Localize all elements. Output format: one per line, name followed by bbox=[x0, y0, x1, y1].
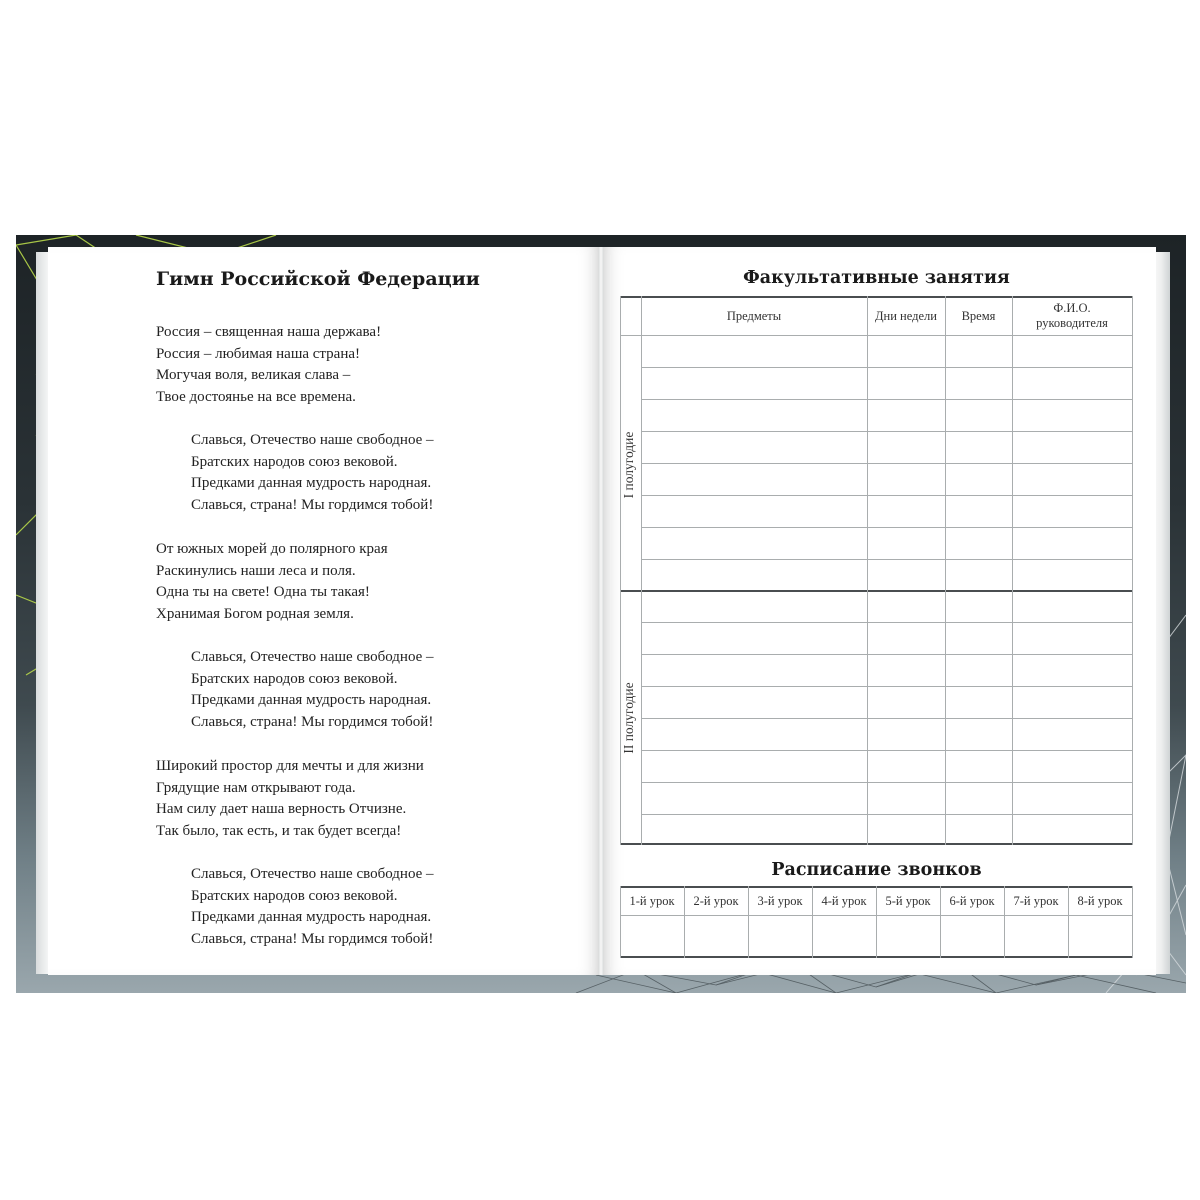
label-column-line bbox=[641, 296, 642, 845]
row-line bbox=[641, 431, 1133, 432]
stanza-line: Славься, страна! Мы гордимся тобой! bbox=[191, 496, 434, 513]
stanza-line: Славься, Отечество наше свободное – bbox=[191, 432, 434, 448]
row-line bbox=[641, 495, 1133, 496]
bell-lesson-8: 8-й урок bbox=[1077, 894, 1123, 908]
stanza-line: Могучая воля, великая слава – bbox=[156, 367, 351, 384]
stanza-line: Предками данная мудрость народная. bbox=[191, 909, 432, 926]
header-time: Время bbox=[961, 309, 996, 323]
stanza-line: Твое достоянье на все времена. bbox=[156, 388, 356, 405]
column-line bbox=[945, 296, 946, 845]
anthem-chorus-3 bbox=[191, 864, 434, 950]
half-separator-line bbox=[620, 590, 1133, 592]
anthem-title: Гимн Российской Федерации bbox=[156, 268, 480, 290]
bells-title: Расписание звонков bbox=[771, 860, 982, 880]
stanza-line: Славься, страна! Мы гордимся тобой! bbox=[191, 930, 434, 947]
row-line bbox=[641, 527, 1133, 528]
second-half-label: II полугодие bbox=[621, 682, 636, 754]
header-subjects: Предметы bbox=[726, 309, 782, 323]
stanza-line: Россия – священная наша держава! bbox=[156, 324, 382, 340]
stanza-line: Нам силу дает наша верность Отчизне. bbox=[156, 801, 407, 818]
stanza-line: Широкий простор для мечты и для жизни bbox=[156, 758, 424, 774]
stanza-line: Россия – любимая наша страна! bbox=[156, 345, 361, 362]
stanza-line: Братских народов союз вековой. bbox=[191, 670, 398, 687]
column-line bbox=[867, 296, 868, 845]
bell-lesson-1: 1-й урок bbox=[629, 894, 675, 908]
row-line bbox=[641, 559, 1133, 560]
stanza-line: Хранимая Богом родная земля. bbox=[156, 605, 354, 622]
first-half-label: I полугодие bbox=[621, 431, 636, 499]
table-right-border bbox=[1132, 296, 1133, 845]
row-line bbox=[641, 782, 1133, 783]
anthem-chorus-1 bbox=[191, 430, 434, 516]
stanza-line: Братских народов союз вековой. bbox=[191, 887, 398, 904]
stanza-line: Предками данная мудрость народная. bbox=[191, 692, 432, 709]
book-gutter bbox=[598, 247, 604, 975]
header-days: Дни недели bbox=[875, 309, 937, 323]
row-line bbox=[641, 399, 1133, 400]
stanza-line: Предками данная мудрость народная. bbox=[191, 475, 432, 492]
anthem-stanza-1 bbox=[156, 322, 381, 408]
bell-lesson-3: 3-й урок bbox=[757, 894, 803, 908]
table-top-border bbox=[620, 296, 1133, 298]
row-line bbox=[641, 686, 1133, 687]
bell-lesson-7: 7-й урок bbox=[1013, 894, 1059, 908]
stanza-line: Братских народов союз вековой. bbox=[191, 453, 398, 470]
header-teacher-line2: руководителя bbox=[1036, 316, 1108, 330]
header-bottom-line bbox=[620, 335, 1133, 336]
bells-col-line bbox=[1132, 886, 1133, 958]
stanza-line: Одна ты на свете! Одна ты такая! bbox=[156, 584, 370, 601]
row-line bbox=[641, 622, 1133, 623]
bell-lesson-5: 5-й урок bbox=[885, 894, 931, 908]
stanza-line: Славься, страна! Мы гордимся тобой! bbox=[191, 713, 434, 730]
bell-lesson-4: 4-й урок bbox=[821, 894, 867, 908]
stanza-line: Славься, Отечество наше свободное – bbox=[191, 866, 434, 882]
stanza-line: Славься, Отечество наше свободное – bbox=[191, 649, 434, 665]
stanza-line: Так было, так есть, и так будет всегда! bbox=[156, 822, 402, 839]
row-line bbox=[641, 654, 1133, 655]
bell-lesson-2: 2-й урок bbox=[693, 894, 739, 908]
anthem-stanza-2 bbox=[156, 539, 388, 625]
stanza-line: Раскинулись наши леса и поля. bbox=[156, 562, 356, 579]
header-teacher-line1: Ф.И.О. bbox=[1053, 301, 1091, 315]
electives-title: Факультативные занятия bbox=[743, 268, 1010, 288]
row-line bbox=[641, 814, 1133, 815]
column-line bbox=[1012, 296, 1013, 845]
table-bottom-border bbox=[620, 843, 1133, 845]
row-line bbox=[641, 367, 1133, 368]
anthem-stanza-3 bbox=[156, 756, 424, 842]
row-line bbox=[641, 750, 1133, 751]
stanza-line: От южных морей до полярного края bbox=[156, 541, 388, 557]
stanza-line: Грядущие нам открывают года. bbox=[156, 779, 356, 796]
row-line bbox=[641, 463, 1133, 464]
row-line bbox=[641, 718, 1133, 719]
header-teacher bbox=[1012, 302, 1132, 330]
anthem-chorus-2 bbox=[191, 647, 434, 733]
bell-lesson-6: 6-й урок bbox=[949, 894, 995, 908]
